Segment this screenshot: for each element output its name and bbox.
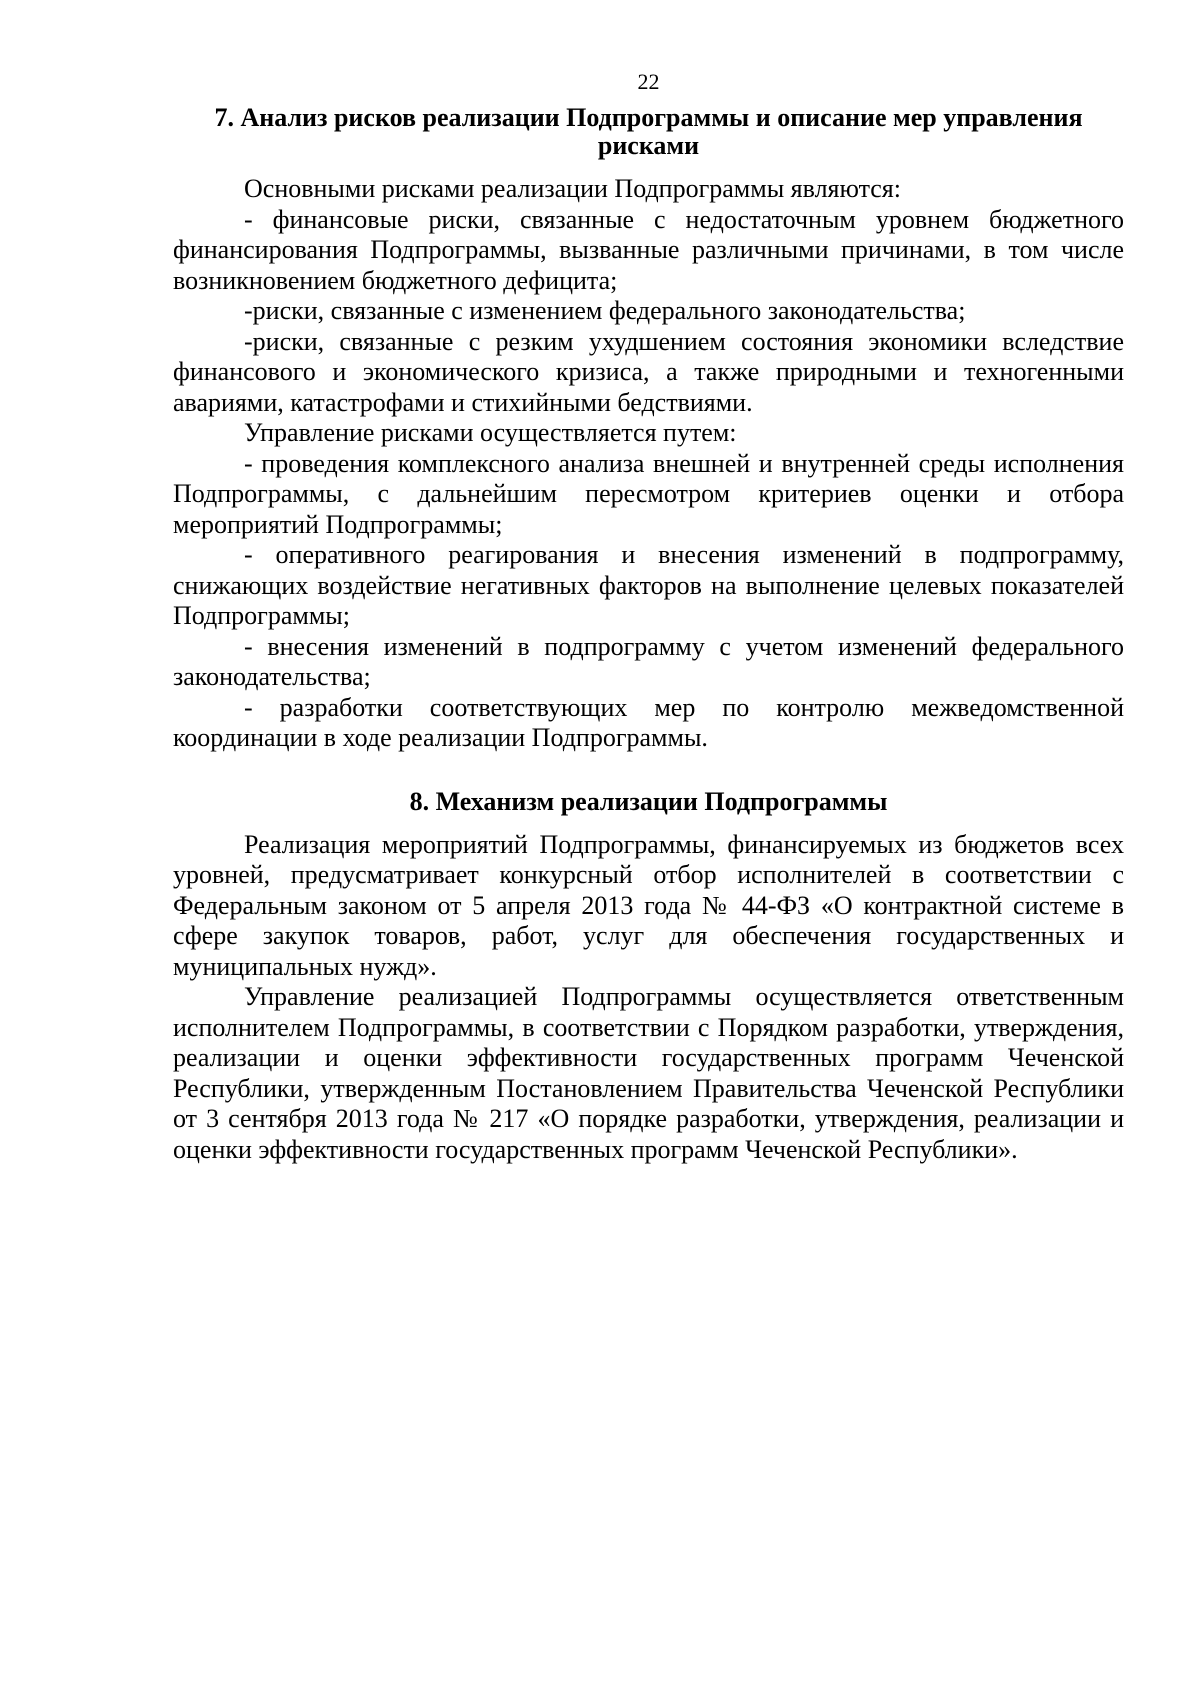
paragraph: - финансовые риски, связанные с недостаточным уровнем бюджетного финансирования Подпрограммы, вызванные различными причинами, в том числе возникновением бюджетного дефицита;: [173, 204, 1124, 295]
section-8-body: [173, 830, 1124, 1166]
document-page: [173, 70, 1124, 1165]
paragraph: Управление рисками осуществляется путем:: [244, 418, 737, 447]
paragraph: Реализация мероприятий Подпрограммы, финансируемых из бюджетов всех уровней, предусматривает конкурсный отбор исполнителей в соответствии с Федеральным законом от 5 апреля 2013 года № 44-ФЗ «О контрактной системе в сфере закупок товаров, работ, услуг для обеспечения государственных и муниципальных нужд».: [173, 829, 1124, 981]
section-7-body: [173, 174, 1124, 754]
paragraph: - разработки соответствующих мер по контролю межведомственной координации в ходе реализации Подпрограммы.: [173, 692, 1124, 752]
paragraph: - оперативного реагирования и внесения изменений в подпрограмму, снижающих воздействие негативных факторов на выполнение целевых показателей Подпрограммы;: [173, 540, 1124, 630]
section-7-title: 7. Анализ рисков реализации Подпрограммы и описание мер управления рисками: [214, 103, 1083, 160]
paragraph: Основными рисками реализации Подпрограммы являются:: [244, 174, 901, 203]
paragraph: Управление реализацией Подпрограммы осуществляется ответственным исполнителем Подпрограммы, в соответствии с Порядком разработки, утверждения, реализации и оценки эффективности государственных программ Чеченской Республики, утвержденным Постановлением Правительства Чеченской Республики от 3 сентября 2013 года № 217 «О порядке разработки, утверждения, реализации и оценки эффективности государственных программ Чеченской Республики».: [173, 982, 1124, 1164]
section-8-title: 8. Механизм реализации Подпрограммы: [409, 786, 888, 816]
paragraph: -риски, связанные с резким ухудшением состояния экономики вследствие финансового и экономического кризиса, а также природными и техногенными авариями, катастрофами и стихийными бедствиями.: [173, 326, 1124, 417]
paragraph: -риски, связанные с изменением федерального законодательства;: [244, 296, 966, 325]
paragraph: - проведения комплексного анализа внешней и внутренней среды исполнения Подпрограммы, с дальнейшим пересмотром критериев оценки и отбора мероприятий Подпрограммы;: [173, 448, 1124, 539]
page-number: 22: [637, 69, 660, 94]
paragraph: - внесения изменений в подпрограмму с учетом изменений федерального законодательства;: [173, 631, 1124, 691]
